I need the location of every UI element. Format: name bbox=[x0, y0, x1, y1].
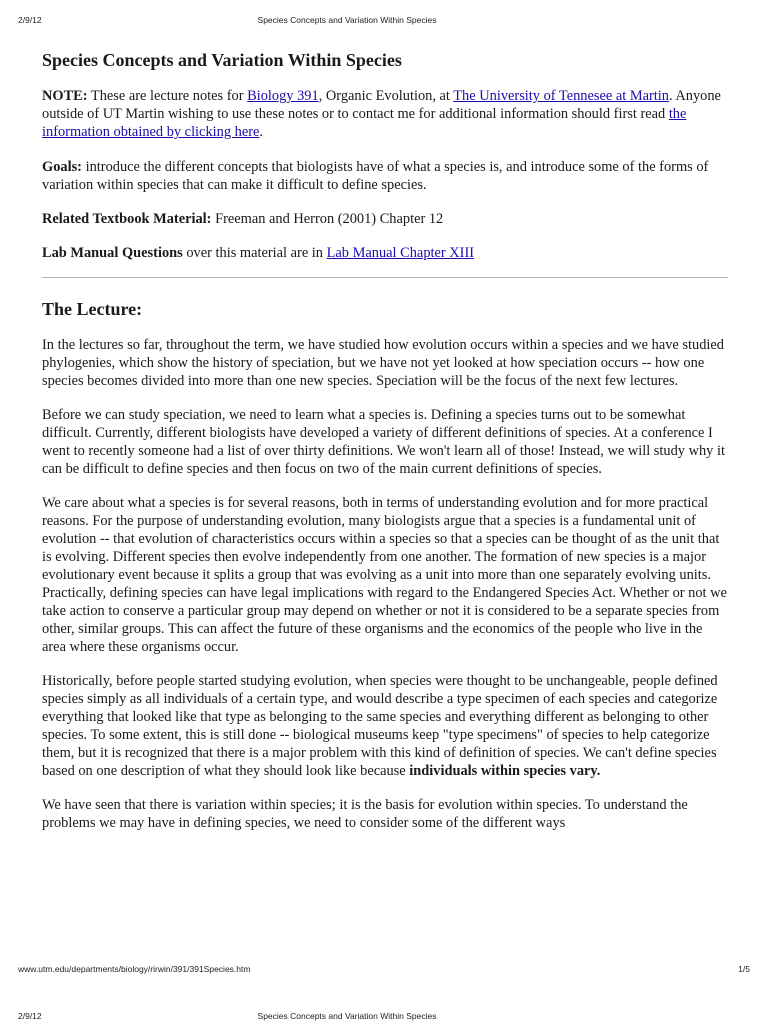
university-link[interactable]: The University of Tennesee at Martin bbox=[453, 88, 669, 104]
print-title: Species Concepts and Variation Within Species bbox=[257, 15, 437, 25]
print-date: 2/9/12 bbox=[18, 15, 42, 25]
textbook-text: Freeman and Herron (2001) Chapter 12 bbox=[211, 211, 444, 227]
lab-manual-link[interactable]: Lab Manual Chapter XIII bbox=[326, 245, 475, 261]
page-number: 1/5 bbox=[738, 964, 750, 974]
next-page-header bbox=[0, 1011, 768, 1025]
lab-label: Lab Manual Questions bbox=[42, 245, 183, 261]
lab-text: over this material are in bbox=[182, 245, 327, 261]
goals-paragraph bbox=[42, 158, 728, 194]
paragraph-intro: In the lectures so far, throughout the term, we have studied how evolution occurs within a species and we have studied phylogenies, which show the history of speciation, but we have not yet looked at how speciation occurs -- how one species becomes divided into more than one new species. Speciation will be the focus of the next few lectures. bbox=[42, 337, 724, 389]
paragraph-historical bbox=[42, 672, 728, 780]
textbook-paragraph bbox=[42, 210, 728, 228]
next-print-date: 2/9/12 bbox=[18, 1011, 42, 1021]
lecture-heading: The Lecture: bbox=[42, 299, 143, 319]
historical-bold: individuals within species vary. bbox=[409, 763, 601, 779]
textbook-label: Related Textbook Material: bbox=[42, 211, 212, 227]
historical-text: Historically, before people started studying evolution, when species were thought to be unchangeable, people defined species simply as all individuals of a certain type, and would describe a type specimen of each species and categorize everything that looked like that type as belonging to the same species and everything different as belonging to other species. To some extent, this is still done -- biological museums keep "type specimens" of species to help categorize them, but it is recognized that there is a major problem with this kind of definition of species. We can't define species based on one description of what they should look like because bbox=[42, 673, 718, 779]
lab-paragraph bbox=[42, 244, 728, 262]
biology-391-link[interactable]: Biology 391 bbox=[247, 88, 319, 104]
print-footer bbox=[0, 964, 768, 978]
note-text-4: . bbox=[259, 124, 264, 140]
print-header bbox=[0, 15, 768, 29]
paragraph-defining: Before we can study speciation, we need to learn what a species is. Defining a species turns out to be somewhat difficult. Currently, different biologists have developed a variety of different definitions of species. At a conference I went to recently someone had a list of over thirty definitions. We won't learn all of those! Instead, we will study why it can be difficult to define species and then focus on two of the main current definitions of species. bbox=[42, 407, 725, 477]
paragraph-variation: We have seen that there is variation within species; it is the basis for evolution within species. To understand the problems we may have in defining species, we need to consider some of the different ways bbox=[42, 797, 688, 831]
next-print-title: Species Concepts and Variation Within Species bbox=[257, 1011, 437, 1021]
note-paragraph bbox=[42, 87, 728, 141]
goals-label: Goals: bbox=[42, 159, 82, 175]
section-divider bbox=[42, 277, 728, 278]
note-text-1: These are lecture notes for bbox=[87, 88, 248, 104]
note-text-2: , Organic Evolution, at bbox=[318, 88, 454, 104]
note-text-3: . Anyone outside of UT Martin wishing to use these notes or to contact me for additional information should first read bbox=[42, 88, 721, 122]
paragraph-reasons: We care about what a species is for several reasons, both in terms of understanding evolution and for more practical reasons. For the purpose of understanding evolution, many biologists argue that a species is a fundamental unit of evolution -- that evolution of characteristics occurs within a species so that a species can be thought of as the unit that is evolving. Different species then evolve independently from one another. The formation of new species is a major evolutionary event because it splits a group that was evolving as a unit into more than one separately evolving units. Practically, defining species can have legal implications with regard to the Endangered Species Act. Whether or not we take action to conserve a particular group may depend on whether or not it is considered to be a separate species from other, similar groups. This can affect the future of these organisms and the economics of the people who live in the area where these organisms occur. bbox=[42, 495, 727, 655]
page-title: Species Concepts and Variation Within Species bbox=[42, 50, 402, 70]
note-label: NOTE: bbox=[42, 88, 88, 104]
print-url: www.utm.edu/departments/biology/rirwin/391/391Species.htm bbox=[18, 964, 251, 974]
document-body bbox=[42, 46, 728, 832]
goals-text: introduce the different concepts that biologists have of what a species is, and introduce some of the forms of variation within species that can make it difficult to define species. bbox=[42, 159, 709, 193]
info-link[interactable]: the information obtained by clicking here bbox=[42, 106, 687, 140]
